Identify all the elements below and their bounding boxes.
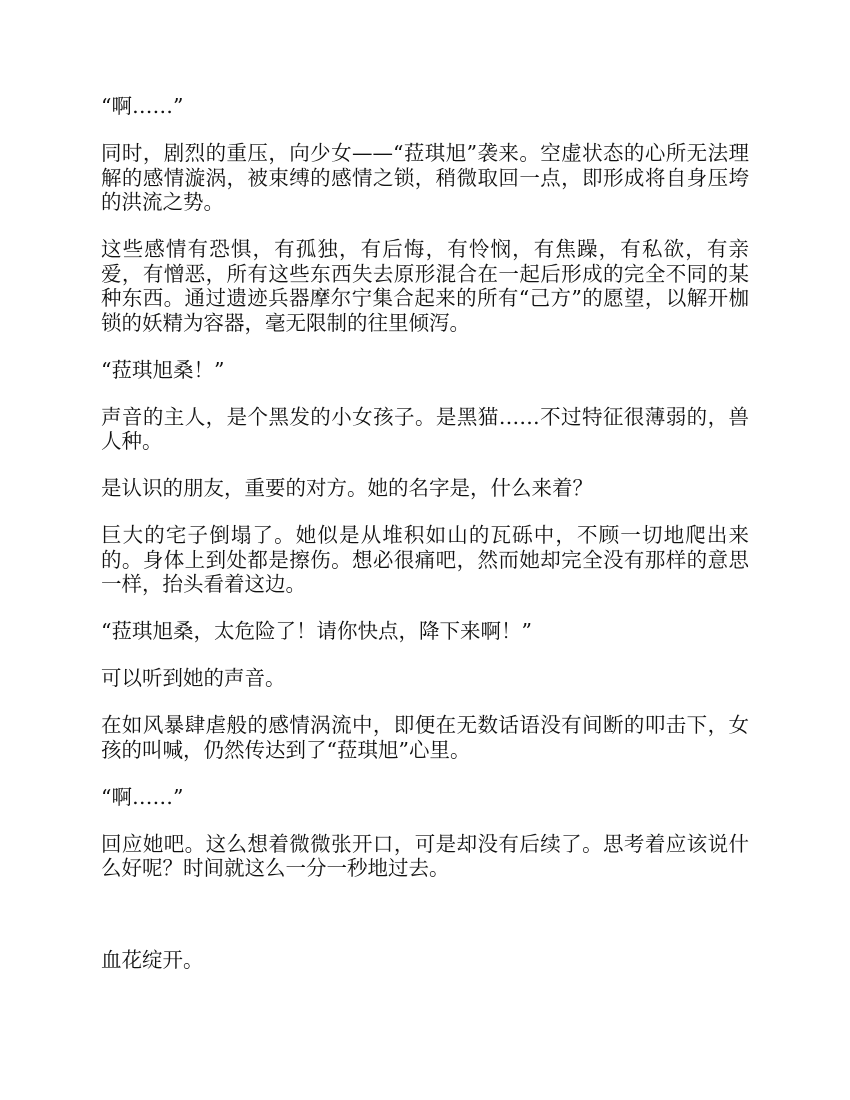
paragraph-10: 在如风暴肆虐般的感情涡流中，即便在无数话语没有间断的叩击下，女孩的叫喊，仍然传达到了“菈琪旭”心里。	[101, 713, 749, 762]
scene-break	[101, 903, 749, 948]
paragraph-2: 同时，剧烈的重压，向少女——“菈琪旭”袭来。空虚状态的心所无法理解的感情漩涡，被束缚的感情之锁，稍微取回一点，即形成将自身压垮的洪流之势。	[101, 141, 749, 214]
paragraph-13: 血花绽开。	[101, 948, 204, 972]
paragraph-4: “菈琪旭桑！”	[101, 357, 225, 382]
paragraph-9: 可以听到她的声音。	[101, 666, 286, 690]
paragraph-5: 声音的主人，是个黑发的小女孩子。是黑猫……不过特征很薄弱的，兽人种。	[101, 404, 749, 453]
paragraph-7: 巨大的宅子倒塌了。她似是从堆积如山的瓦砾中，不顾一切地爬出来的。身体上到处都是擦伤。想必很痛吧，然而她却完全没有那样的意思一样，抬头看着这边。	[101, 523, 749, 596]
paragraph-11: “啊……”	[101, 784, 184, 809]
paragraph-12: 回应她吧。这么想着微微张开口，可是却没有后续了。思考着应该说什么好呢？时间就这么一分一秒地过去。	[101, 831, 749, 880]
document-page	[101, 94, 749, 995]
paragraph-1: “啊……”	[101, 94, 184, 118]
paragraph-8: “菈琪旭桑，太危险了！请你快点，降下来啊！”	[101, 619, 532, 643]
paragraph-3: 这些感情有恐惧，有孤独，有后悔，有怜悯，有焦躁，有私欲，有亲爱，有憎恶，所有这些东西失去原形混合在一起后形成的完全不同的某种东西。通过遗迹兵器摩尔宁集合起来的所有“己方”的愿望，以解开枷锁的妖精为容器，毫无限制的往里倾泻。	[101, 237, 749, 335]
paragraph-6: 是认识的朋友，重要的对方。她的名字是，什么来着？	[101, 476, 593, 500]
